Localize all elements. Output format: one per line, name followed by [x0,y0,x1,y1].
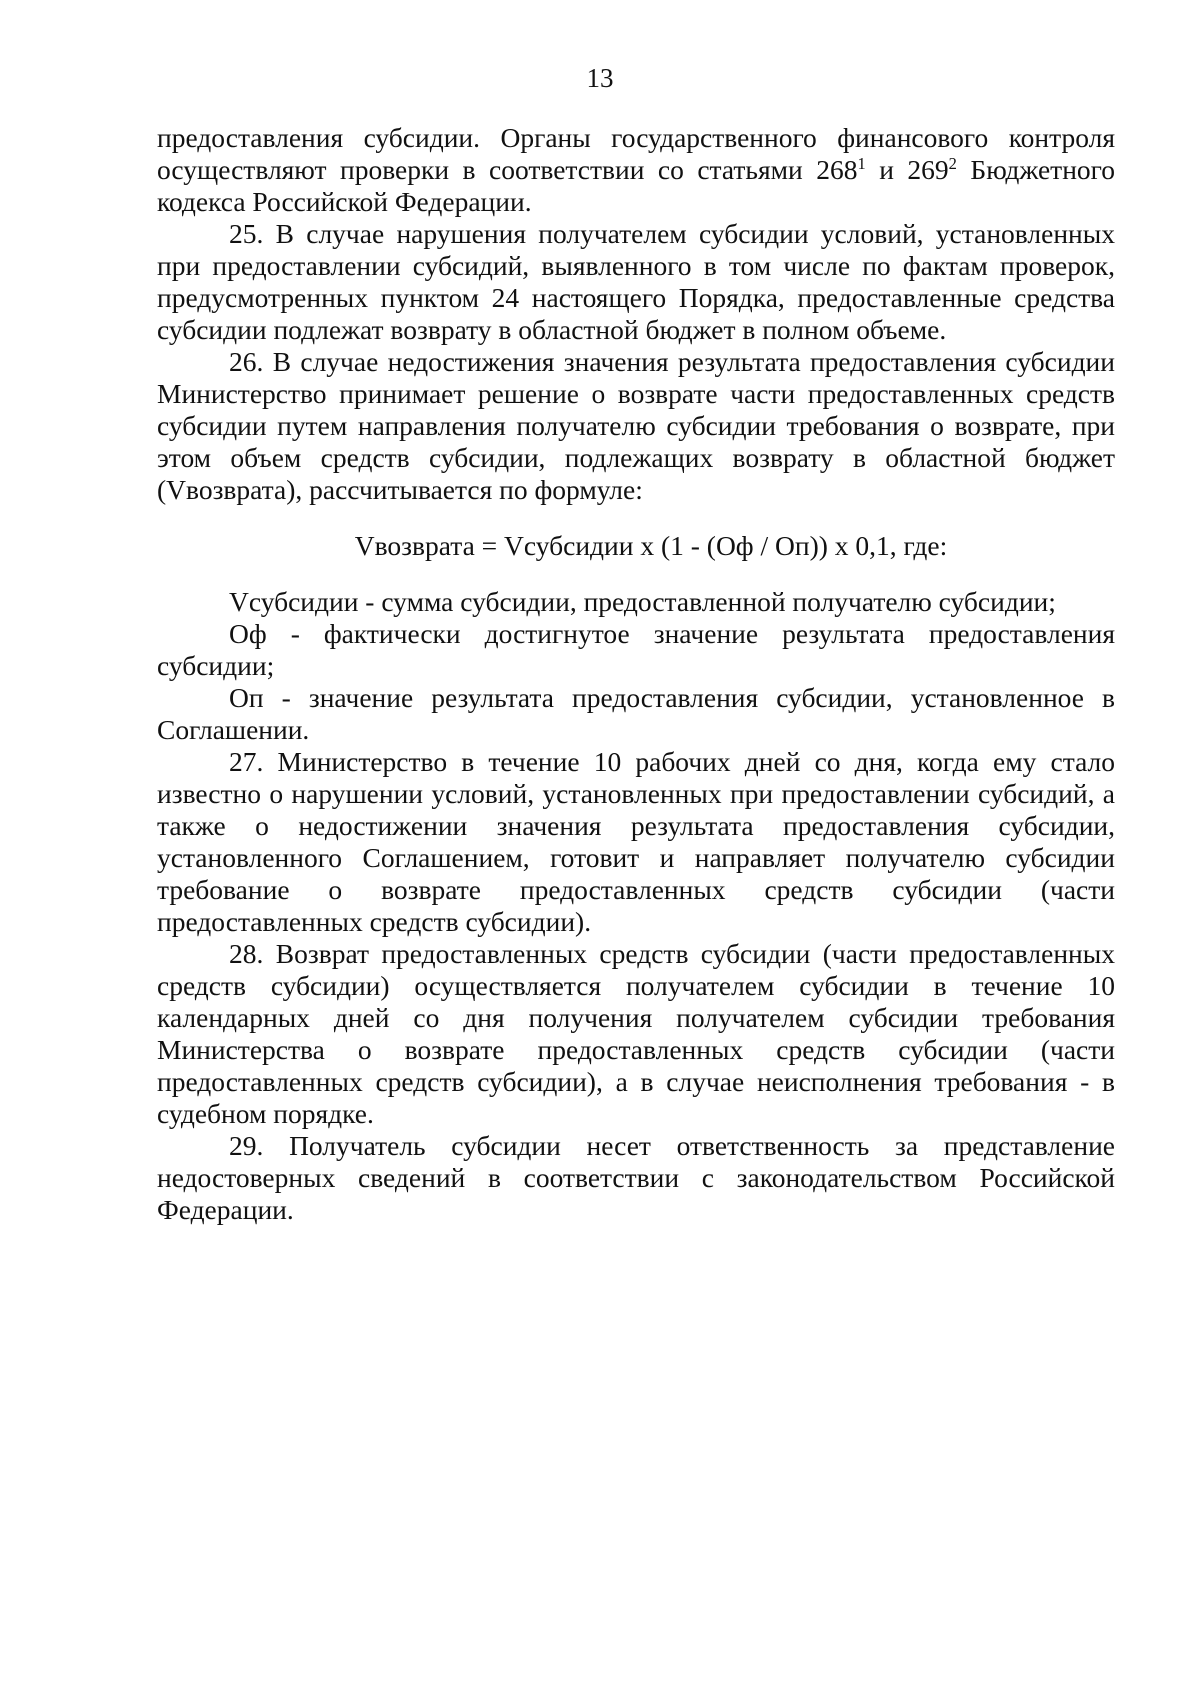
paragraph-29: 29. Получатель субсидии несет ответственность за представление недостоверных сведений в соответствии с законодательством Российской Федерации. [157,1130,1115,1225]
definition-op: Оп - значение результата предоставления субсидии, установленное в Соглашении. [157,682,1115,745]
intro-text-part-1: предоставления субсидии. Органы государственного финансового контроля осуществляют проверки в соответствии со статьями 268 [157,122,1115,185]
document-body [157,122,1115,1226]
intro-text-part-2: и 269 [865,154,949,185]
intro-text-part-3: Бюджетного кодекса Российской Федерации. [157,154,1116,217]
definition-vsubsidii: Vсубсидии - сумма субсидии, предоставленной получателю субсидии; [229,586,1056,617]
paragraph-intro [157,122,1115,218]
superscript-2: 2 [948,153,957,173]
paragraph-25: 25. В случае нарушения получателем субсидии условий, установленных при предоставлении субсидий, выявленного в том числе по фактам проверок, предусмотренных пунктом 24 настоящего Порядка, предоставленные средства субсидии подлежат возврату в областной бюджет в полном объеме. [157,218,1115,345]
paragraph-26: 26. В случае недостижения значения результата предоставления субсидии Министерство принимает решение о возврате части предоставленных средств субсидии путем направления получателю субсидии требования о возврате, при этом объем средств субсидии, подлежащих возврату в областной бюджет (Vвозврата), рассчитывается по формуле: [157,346,1115,505]
superscript-1: 1 [857,153,866,173]
paragraph-28: 28. Возврат предоставленных средств субсидии (части предоставленных средств субсидии) осуществляется получателем субсидии в течение 10 календарных дней со дня получения получателем субсидии требования Министерства о возврате предоставленных средств субсидии (части предоставленных средств субсидии), а в случае неисполнения требования - в судебном порядке. [157,938,1115,1129]
page-number: 13 [586,63,614,93]
definition-of: Оф - фактически достигнутое значение результата предоставления субсидии; [157,618,1115,681]
formula: Vвозврата = Vсубсидии x (1 - (Оф / Оп)) x 0,1, где: [354,530,948,561]
paragraph-27: 27. Министерство в течение 10 рабочих дней со дня, когда ему стало известно о нарушении условий, установленных при предоставлении субсидий, а также о недостижении значения результата предоставления субсидии, установленного Соглашением, готовит и направляет получателю субсидии требование о возврате предоставленных средств субсидии (части предоставленных средств субсидии). [157,746,1115,937]
